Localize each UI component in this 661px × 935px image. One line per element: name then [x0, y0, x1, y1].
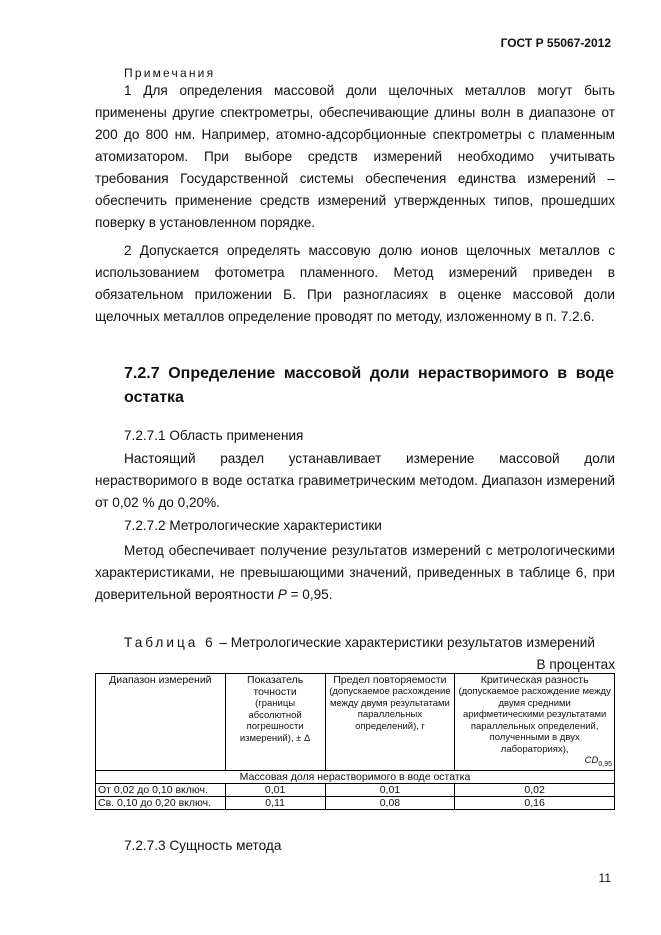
metro-text-var: P [277, 587, 287, 602]
cell-range: От 0,02 до 0,10 включ. [96, 784, 226, 797]
header-repeat-sub: (допускаемое расхождение между двумя результатами параллельных определений), r [329, 686, 451, 732]
header-crit-symbol: $CD_{0,95}$ [584, 755, 612, 768]
table-caption-dash: – [215, 635, 231, 650]
header-crit-sub: (допускаемое расхождение между двумя средними арифметическими результатами параллельных определений, полученными в двух лабораториях), [458, 686, 611, 755]
note-1: 1 Для определения массовой доли щелочных металлов могут быть применены другие спектрометры, обеспечивающие длины волн в диапазоне от 200 до 800 нм. Например, атомно-адсорбционные спектрометры с пламенным атомизатором. При выборе средств измерений необходимо учитывать требования Государственной системы обеспечения единства измерений – обеспечить применение средств измерений утвержденных типов, прошедших поверку в установленном порядке. [95, 83, 615, 230]
table-caption [124, 635, 595, 650]
scope-text: Настоящий раздел устанавливает измерение массовой доли нерастворимого в воде остатка гравиметрическим методом. Диапазон измерений от 0,02 % до 0,20%. [95, 451, 615, 510]
cell-repeat: 0,08 [325, 797, 455, 810]
table-group-row [96, 771, 615, 784]
table-header-row [96, 674, 615, 771]
table-caption-text: Метрологические характеристики результатов измерений [230, 635, 595, 650]
scope-title: 7.2.7.1 Область применения [124, 428, 304, 443]
header-repeatability [325, 674, 455, 771]
notes-title: Примечания [124, 66, 216, 80]
metro-text-before: Метод обеспечивает получение результатов измерений с метрологическими характеристиками, не превышающими значений, приведенных в таблице 6, при доверительной вероятности [95, 543, 615, 602]
cell-accuracy: 0,11 [225, 797, 325, 810]
cell-range: Св. 0,10 до 0,20 включ. [96, 797, 226, 810]
cell-crit: 0,02 [455, 784, 615, 797]
metro-text-after: = 0,95. [286, 587, 333, 602]
cell-crit: 0,16 [455, 797, 615, 810]
table-row [96, 797, 615, 810]
essence-title: 7.2.7.3 Сущность метода [124, 838, 282, 853]
cell-repeat: 0,01 [325, 784, 455, 797]
section-heading: 7.2.7 Определение массовой доли нерастворимого в воде остатка [124, 365, 614, 406]
metrology-table [95, 673, 615, 810]
table-row [96, 784, 615, 797]
standard-header: ГОСТ Р 55067-2012 [500, 36, 611, 50]
group-label: Массовая доля нерастворимого в воде остатка [96, 771, 615, 784]
header-accuracy-main: Показатель точности [247, 674, 304, 698]
header-repeat-main: Предел повторяемости [333, 674, 447, 686]
header-range: Диапазон измерений [96, 674, 226, 771]
cell-accuracy: 0,01 [225, 784, 325, 797]
header-critical-difference [455, 674, 615, 771]
table-caption-label: Таблица 6 [124, 635, 216, 650]
header-accuracy [225, 674, 325, 771]
note-2: 2 Допускается определять массовую долю ионов щелочных металлов с использованием фотометра пламенного. Метод измерений приведен в обязательном приложении Б. При разногласиях в оценке массовой доли щелочных металлов определение проводят по методу, изложенному в п. 7.2.6. [95, 243, 615, 324]
metro-title: 7.2.7.2 Метрологические характеристики [124, 518, 382, 533]
table-units: В процентах [536, 657, 615, 672]
header-crit-main: Критическая разность [480, 674, 589, 686]
page-number: 11 [598, 871, 611, 885]
metro-text [95, 540, 615, 606]
header-accuracy-sub: (границы абсолютной погрешности измерений), ± Δ [239, 698, 311, 744]
